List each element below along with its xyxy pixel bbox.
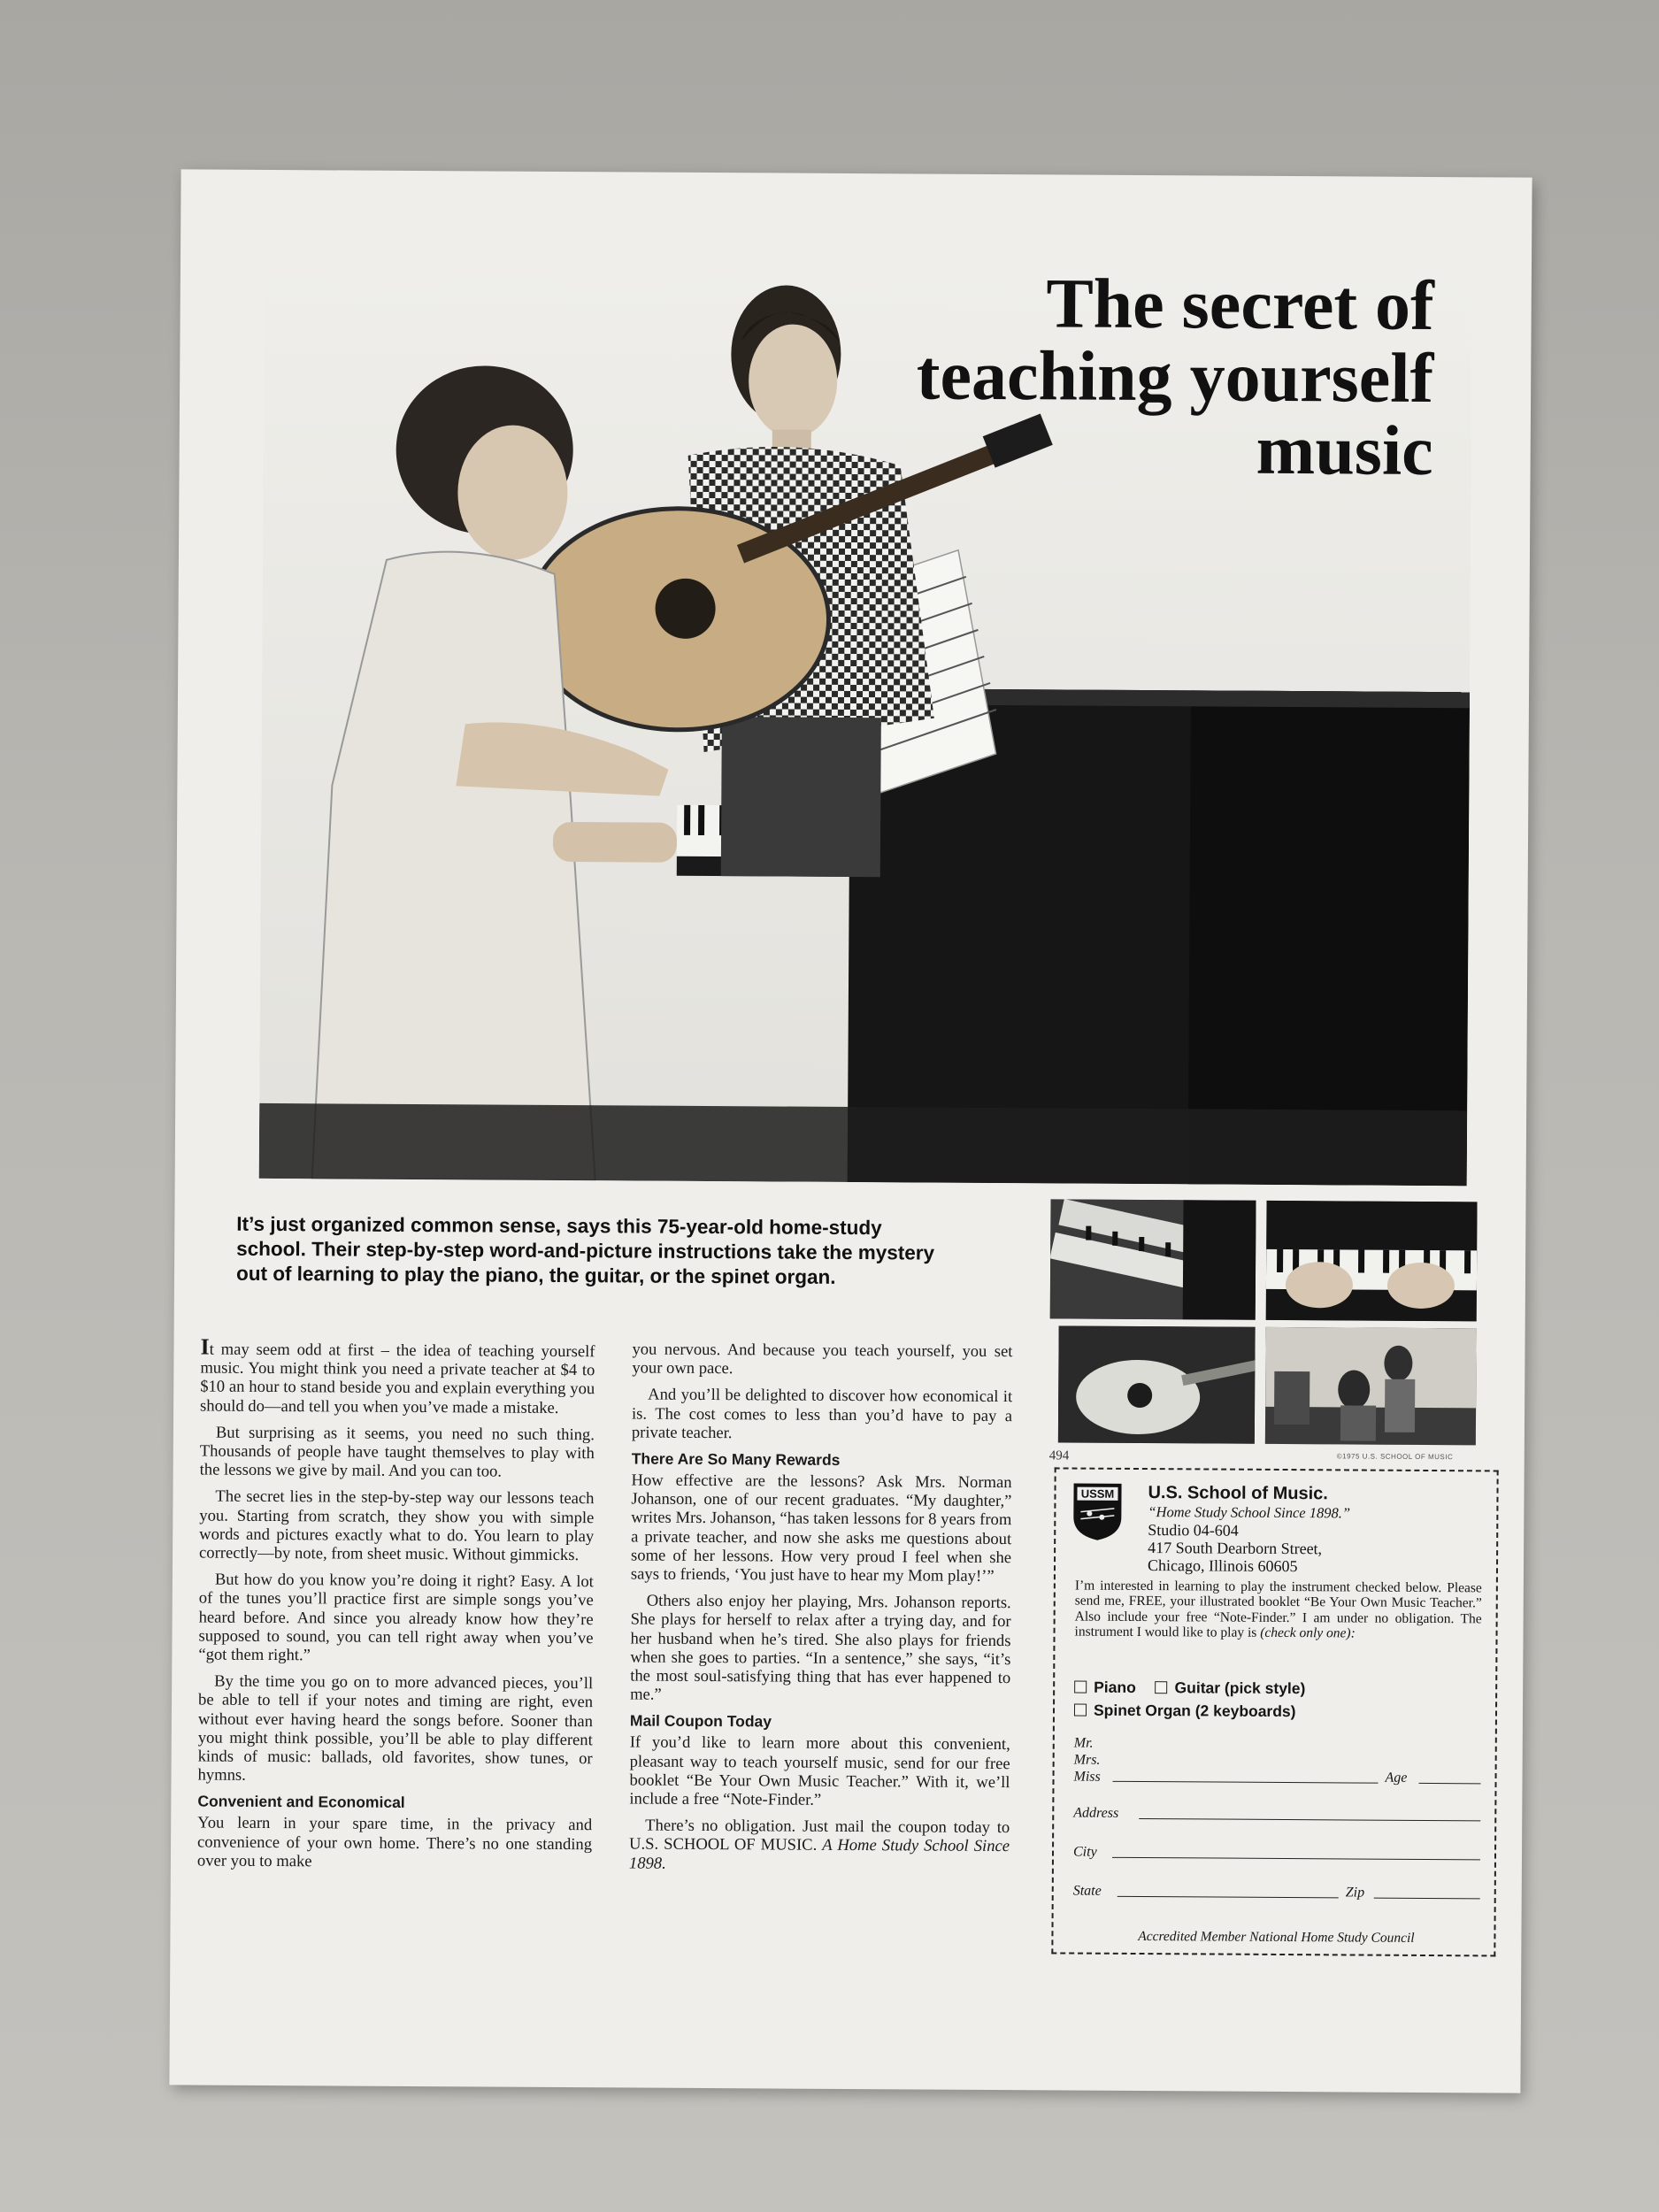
body-paragraph: By the time you go on to more advanced pieces, you’ll be able to tell if your notes and timing are right, even without ever having heard the songs before. Sooner than you might think possible, you’ll be able to play different kinds of music: ballads, old favorites, show tunes, or hymns. [197, 1671, 594, 1786]
body-paragraph: you nervous. And because you teach yourself, you set your own pace. [632, 1340, 1013, 1379]
mail-coupon[interactable] [1051, 1467, 1498, 1956]
age-label: Age [1385, 1770, 1408, 1786]
name-row [1073, 1735, 1480, 1798]
body-column-1 [196, 1333, 595, 1881]
page-number: 494 [1048, 1448, 1070, 1463]
thumbnail-grid [1049, 1199, 1478, 1445]
zip-field[interactable] [1374, 1898, 1480, 1900]
subhead-convenient: Convenient and Economical [197, 1792, 405, 1812]
subhead-rewards: There Are So Many Rewards [631, 1449, 841, 1469]
guitar-option-label: Guitar (pick style) [1174, 1678, 1306, 1698]
body-paragraph: You learn in your spare time, in the privacy and convenience of your own home. There’s no one standing over you to make [196, 1813, 593, 1871]
street-address: 417 South Dearborn Street, [1148, 1539, 1323, 1558]
zip-label: Zip [1345, 1885, 1365, 1901]
school-name: U.S. School of Music. [1148, 1483, 1328, 1504]
address-row [1073, 1795, 1480, 1837]
state-zip-row [1073, 1873, 1480, 1915]
school-address-block [1148, 1482, 1485, 1576]
body-paragraph: The secret lies in the step-by-step way our lessons teach you. Starting from scratch, they show you with simple words and pictures exactly what to do. You learn to play correctly—by note, from sheet music. Without gimmicks. [199, 1487, 595, 1565]
interest-statement: I’m interested in learning to play the instrument checked below. Please send me, FREE, your illustrated booklet “Be Your Own Music Teacher.” Also include your free “Note-Finder.” I am under no obligation. The instrument I would like to play is (check only one): [1074, 1578, 1482, 1641]
copyright-notice: ©1975 U.S. SCHOOL OF MUSIC [1336, 1452, 1454, 1462]
body-column-2 [629, 1340, 1013, 1882]
city-field[interactable] [1112, 1857, 1480, 1861]
piano-option-label: Piano [1094, 1678, 1136, 1696]
organ-photo [1050, 1199, 1256, 1319]
address-form [1073, 1735, 1481, 1915]
prefix-mrs-label: Mrs. [1073, 1752, 1101, 1768]
school-tagline: “Home Study School Since 1898.” [1148, 1503, 1351, 1522]
state-field[interactable] [1118, 1896, 1339, 1899]
spinet-organ-option-label: Spinet Organ (2 keyboards) [1093, 1701, 1296, 1721]
magazine-page [169, 169, 1532, 2093]
prefix-mr-label: Mr. [1073, 1735, 1094, 1751]
accreditation-line: Accredited Member National Home Study Council [1138, 1929, 1415, 1946]
piano-checkbox[interactable] [1074, 1681, 1087, 1694]
body-paragraph: It may seem odd at first – the idea of teaching yourself music. You might think you need a private teacher at $4 to $10 an hour to stand beside you and explain everything you should do—and tell you when you’ve made a mistake. [200, 1333, 595, 1417]
studio-number: Studio 04-604 [1148, 1521, 1239, 1540]
city-address: Chicago, Illinois 60605 [1147, 1556, 1298, 1576]
guitar-checkbox[interactable] [1156, 1681, 1168, 1694]
body-paragraph: If you’d like to learn more about this convenient, pleasant way to teach yourself music, send for our free booklet “Be Your Own Music Teacher.” With it, we’ll include a free “Note-Finder.” [629, 1732, 1010, 1809]
body-paragraph: How effective are the lessons? Ask Mrs. Norman Johanson, one of our recent graduates. “My daughter,” writes Mrs. Johanson, “has taken lessons for 8 years from a private teacher, and now she asks me questions about some of her lessons. How very proud I feel when she says to friends, ‘You just have to hear my Mom play!’” [630, 1471, 1012, 1586]
body-paragraph: But how do you know you’re doing it right? Easy. A lot of the tunes you’ll practice first are simple songs you’ve heard before. And since you already know how they’re supposed to sound, you can tell right away when you’ve “got them right.” [198, 1570, 594, 1665]
city-label: City [1072, 1844, 1097, 1860]
state-label: State [1072, 1883, 1102, 1899]
piano-hands-photo [1266, 1201, 1478, 1321]
ussm-logo-icon [1071, 1482, 1123, 1542]
logo-text: USSM [1080, 1486, 1115, 1501]
body-paragraph: But surprising as it seems, you need no such thing. Thousands of people have taught themselves to play with the lessons we give by mail. And you can too. [199, 1423, 595, 1481]
guitar-photo [1058, 1325, 1256, 1443]
drop-cap: I [200, 1333, 210, 1360]
city-row [1073, 1834, 1480, 1876]
body-paragraph: And you’ll be delighted to discover how economical it is. The cost comes to less than you’d have to pay a private teacher. [631, 1386, 1013, 1442]
prefix-miss-label: Miss [1073, 1769, 1101, 1785]
body-paragraph: Others also enjoy her playing, Mrs. Johanson reports. She plays for herself to relax after a trying day, and for her husband when he’s tired. She also plays for friends when she goes to parties. “In a sentence,” she says, “it’s the most soul-satisfying thing that has ever happened to me.” [630, 1591, 1011, 1704]
headline: The secret of teaching yourself music [916, 265, 1434, 491]
body-paragraph: There’s no obligation. Just mail the coupon today to U.S. SCHOOL OF MUSIC. A Home Study School Since 1898. [628, 1816, 1010, 1873]
subhead-mail-coupon: Mail Coupon Today [629, 1711, 772, 1731]
spinet-organ-checkbox[interactable] [1074, 1704, 1087, 1717]
address-field[interactable] [1139, 1818, 1480, 1821]
intro-deck: It’s just organized common sense, says this 75-year-old home-study school. Their step-by-step word-and-picture instructions take the mystery out of learning to play the piano, the guitar, or the spinet organ. [235, 1212, 935, 1288]
family-room-photo [1265, 1327, 1477, 1445]
address-label: Address [1073, 1805, 1119, 1821]
instrument-options [1074, 1676, 1481, 1724]
